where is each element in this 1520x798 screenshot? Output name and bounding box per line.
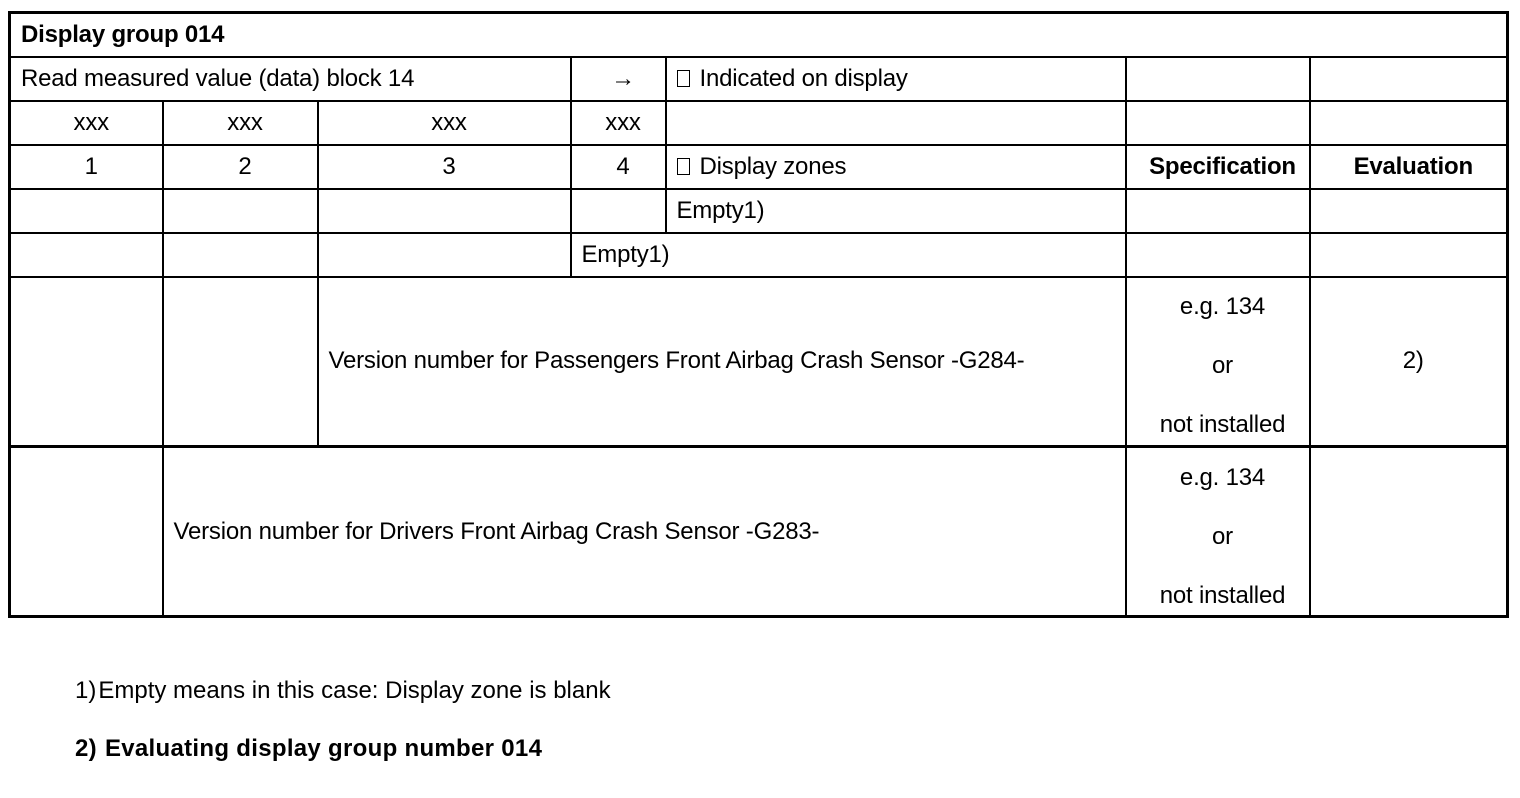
zone-number-1: 1	[10, 145, 163, 189]
zone-placeholder-1: xxx	[10, 101, 163, 145]
display-zones-cell	[666, 145, 1126, 189]
spec-or: or	[1212, 522, 1233, 550]
spec-example: e.g. 134	[1179, 463, 1266, 491]
read-block-row	[10, 57, 1508, 101]
spec-example: e.g. 134	[1179, 293, 1266, 321]
empty-cell	[1310, 233, 1508, 277]
read-block-label: Read measured value (data) block 14	[10, 57, 571, 101]
empty-cell	[10, 277, 163, 447]
placeholder-row	[10, 101, 1508, 145]
footnote-text: Evaluating display group number 014	[104, 735, 543, 762]
footnote-2	[75, 734, 611, 764]
empty-cell	[1126, 57, 1310, 101]
arrow-icon: →	[571, 57, 666, 101]
footnote-1	[75, 676, 611, 706]
zone2-row	[10, 277, 1508, 447]
checkbox-icon	[677, 70, 690, 87]
empty-cell	[1126, 189, 1310, 233]
zone-number-row	[10, 145, 1508, 189]
empty-cell	[1126, 101, 1310, 145]
zone-number-4: 4	[571, 145, 666, 189]
zone-number-2: 2	[163, 145, 318, 189]
evaluation-header: Evaluation	[1310, 145, 1508, 189]
empty-cell	[1310, 101, 1508, 145]
zone-placeholder-4: xxx	[571, 101, 666, 145]
footnote-number: 1)	[75, 677, 97, 704]
empty-cell	[10, 233, 163, 277]
empty-cell	[318, 233, 571, 277]
spec-not-installed: not installed	[1159, 411, 1286, 439]
zone-number-3: 3	[318, 145, 571, 189]
zone-placeholder-2: xxx	[163, 101, 318, 145]
zone1-description: Version number for Drivers Front Airbag Crash Sensor -G283-	[163, 447, 1126, 617]
title-row	[10, 13, 1508, 57]
empty-cell	[318, 189, 571, 233]
empty-cell	[571, 189, 666, 233]
indicated-on-display-cell	[666, 57, 1126, 101]
zone2-evaluation: 2)	[1310, 277, 1508, 447]
empty-cell	[1126, 233, 1310, 277]
table-title: Display group 014	[10, 13, 1508, 57]
footnote-text: Empty means in this case: Display zone is blank	[98, 677, 611, 704]
zone4-row	[10, 189, 1508, 233]
empty-cell	[163, 189, 318, 233]
footnotes	[75, 676, 611, 792]
checkbox-icon	[677, 158, 690, 175]
footnote-number: 2)	[75, 735, 97, 762]
zone4-value: Empty1)	[666, 189, 1126, 233]
empty-cell	[163, 277, 318, 447]
display-zones-label: Display zones	[699, 152, 847, 180]
zone1-specification	[1126, 447, 1310, 617]
zone3-row	[10, 233, 1508, 277]
spec-or: or	[1212, 352, 1233, 380]
empty-cell	[1310, 447, 1508, 617]
zone2-specification	[1126, 277, 1310, 447]
empty-cell	[666, 101, 1126, 145]
zone2-description: Version number for Passengers Front Airbag Crash Sensor -G284-	[318, 277, 1126, 447]
specification-header: Specification	[1126, 145, 1310, 189]
spec-not-installed: not installed	[1159, 581, 1286, 609]
empty-cell	[10, 189, 163, 233]
empty-cell	[163, 233, 318, 277]
empty-cell	[1310, 57, 1508, 101]
zone1-row	[10, 447, 1508, 617]
empty-cell	[1310, 189, 1508, 233]
empty-cell	[10, 447, 163, 617]
display-group-table	[8, 11, 1509, 618]
zone3-value: Empty1)	[571, 233, 1126, 277]
indicated-on-display-label: Indicated on display	[699, 64, 908, 92]
zone-placeholder-3: xxx	[318, 101, 571, 145]
